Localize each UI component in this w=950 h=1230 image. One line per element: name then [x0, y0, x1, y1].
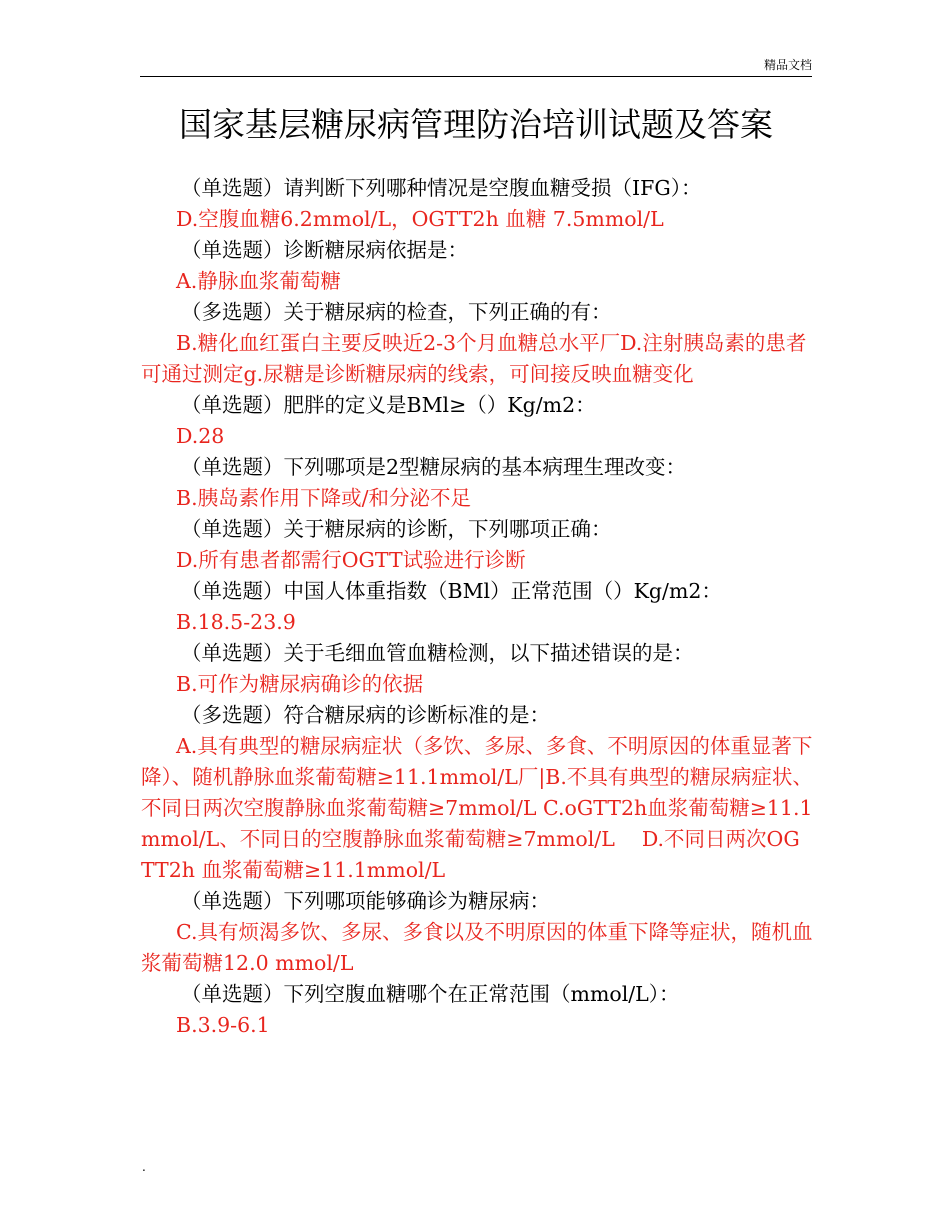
header-label: 精品文档	[763, 58, 812, 72]
page-header	[140, 58, 812, 77]
answer-10: C.具有烦渴多饮、多尿、多食以及不明原因的体重下降等症状，随机血浆葡萄糖12.0 mmol/L	[141, 920, 813, 975]
answer-5: B.胰岛素作用下降或/和分泌不足	[176, 486, 471, 510]
question-2: （单选题）诊断糖尿病依据是：	[181, 238, 468, 262]
answer-2: A.静脉血浆葡萄糖	[176, 269, 341, 293]
question-5: （单选题）下列哪项是2型糖尿病的基本病理生理改变：	[181, 455, 687, 479]
question-11: （单选题）下列空腹血糖哪个在正常范围（mmol/L）：	[181, 982, 680, 1006]
answer-3: B.糖化血红蛋白主要反映近2-3个月血糖总水平厂D.注射胰岛素的患者可通过测定g.尿糖是诊断糖尿病的线索，可间接反映血糖变化	[141, 331, 807, 386]
answer-1: D.空腹血糖6.2mmol/L，OGTT2h 血糖 7.5mmol/L	[176, 207, 664, 231]
question-1: （单选题）请判断下列哪种情况是空腹血糖受损（IFG）：	[181, 176, 702, 200]
question-9: （多选题）符合糖尿病的诊断标准的是：	[181, 703, 550, 727]
question-list	[141, 173, 813, 1041]
answer-7: B.18.5-23.9	[176, 610, 296, 634]
answer-6: D.所有患者都需行OGTT试验进行诊断	[176, 548, 526, 572]
answer-4: D.28	[176, 424, 225, 448]
question-7: （单选题）中国人体重指数（BMl）正常范围（）Kg/m2：	[181, 579, 722, 603]
answer-8: B.可作为糖尿病确诊的依据	[176, 672, 424, 696]
footer-mark: .	[142, 1160, 146, 1174]
question-10: （单选题）下列哪项能够确诊为糖尿病：	[181, 889, 550, 913]
question-4: （单选题）肥胖的定义是BMl≥（）Kg/m2：	[181, 393, 596, 417]
question-3: （多选题）关于糖尿病的检查，下列正确的有：	[181, 300, 612, 324]
question-8: （单选题）关于毛细血管血糖检测，以下描述错误的是：	[181, 641, 694, 665]
answer-11: B.3.9-6.1	[176, 1013, 270, 1037]
question-6: （单选题）关于糖尿病的诊断，下列哪项正确：	[181, 517, 612, 541]
answer-9: A.具有典型的糖尿病症状（多饮、多尿、多食、不明原因的体重显著下降）、随机静脉血浆葡萄糖≥11.1mmol/L厂|B.不具有典型的糖尿病症状、不同日两次空腹静脉血浆葡萄糖≥7mmol/L C.oGTT2h血浆葡萄糖≥11.1mmol/L、不同日的空腹静脉血浆葡萄糖≥7mmol/L D.不同日两次OGTT2h 血浆葡萄糖≥11.1mmol/L	[141, 734, 813, 882]
document-title: 国家基层糖尿病管理防治培训试题及答案	[179, 105, 773, 144]
